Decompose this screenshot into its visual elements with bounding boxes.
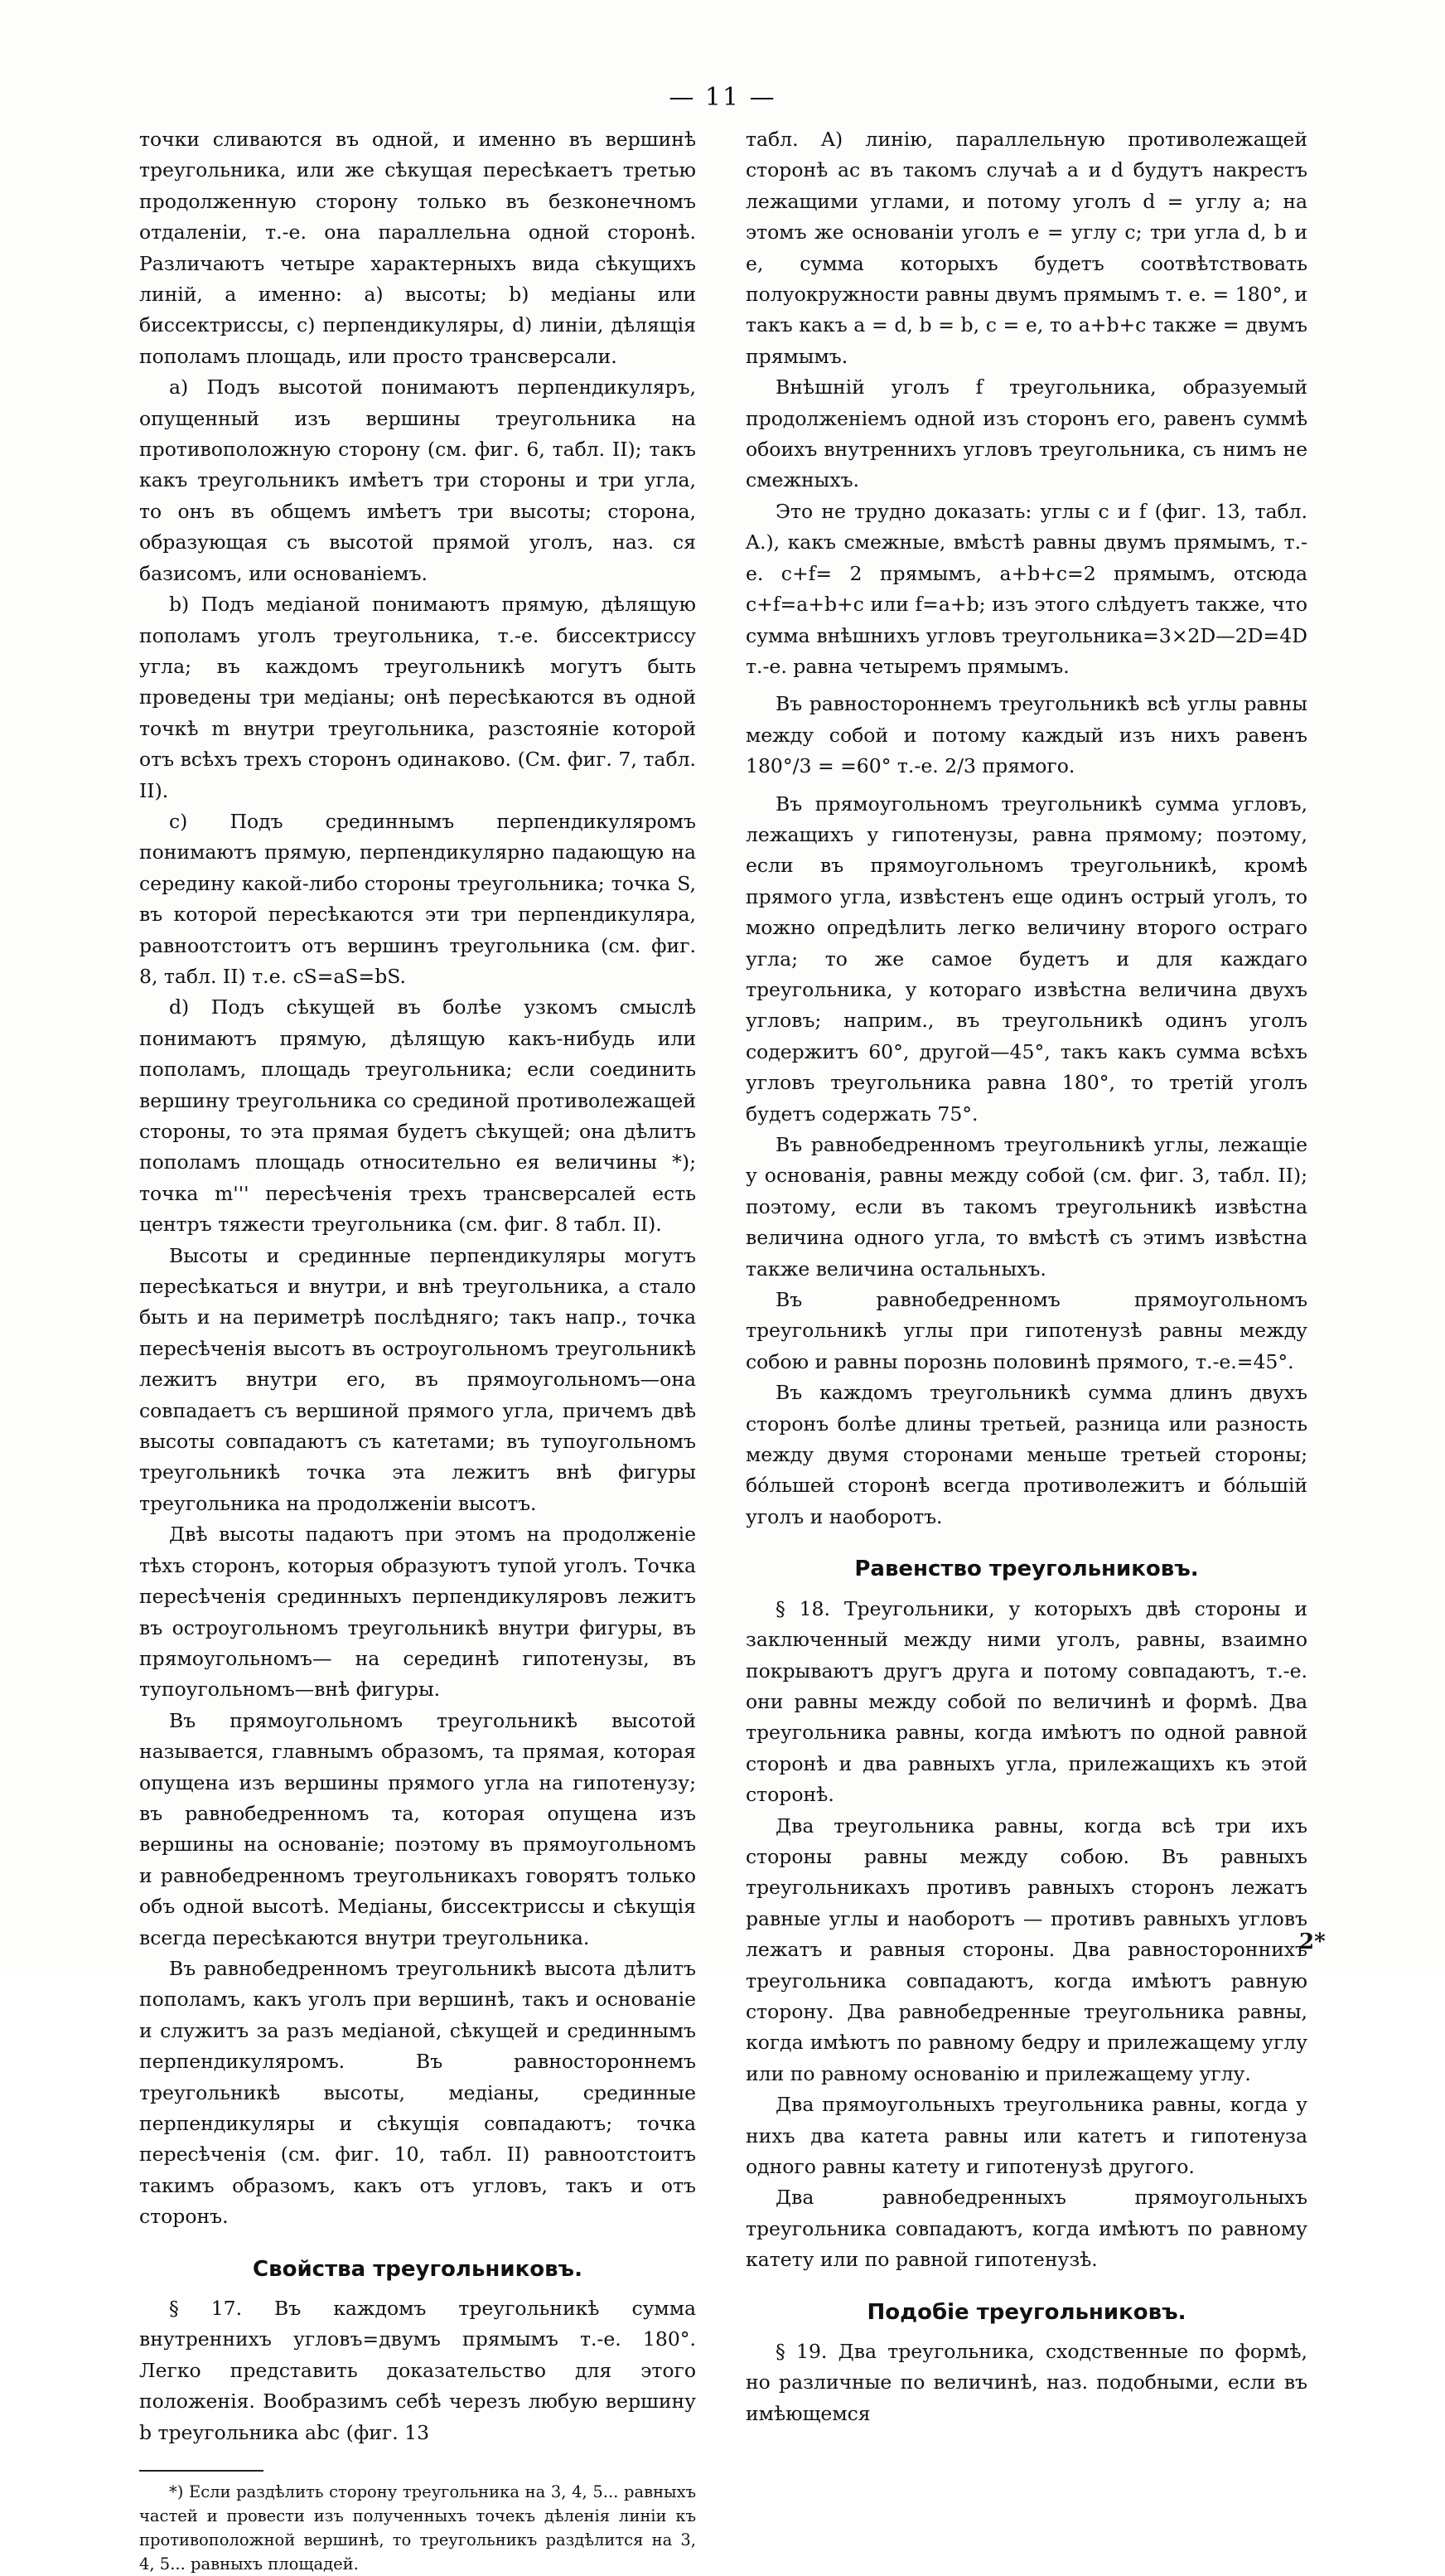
footnote-text: *) Если раздѣлить сторону треугольника на 3, 4, 5... равныхъ частей и провести изъ полученныхъ точекъ дѣленія линіи къ противоположной вершинѣ, то треугольникъ раздѣлится на 3, 4, 5... равныхъ площадей. <box>139 2482 696 2574</box>
section-17-paragraph: § 17. Въ каждомъ треугольникѣ сумма внутреннихъ угловъ=двумъ прямымъ т.-е. 180°. Легко представить доказательство для этого положенія. Вообразимъ себѣ черезъ любую вершину b треугольника abc (фиг. 13 <box>139 2297 696 2444</box>
paragraph: Два равнобедренныхъ прямоугольныхъ треугольника совпадаютъ, когда имѣютъ по равному катету или по равной гипотенузѣ. <box>746 2186 1307 2272</box>
paragraph: Въ равнобедренномъ прямоугольномъ треугольникѣ углы при гипотенузѣ равны между собою и равны порознь половинѣ прямого, т.-е.=45°. <box>746 1288 1307 1373</box>
paragraph: Въ равнобедренномъ треугольникѣ высота дѣлитъ пополамъ, какъ уголъ при вершинѣ, такъ и основаніе и служитъ за разъ медіаной, сѣкущей и срединнымъ перпендикуляромъ. Въ равностороннемъ треугольникѣ высоты, медіаны, срединные перпендикуляры и сѣкущія совпадаютъ; точка пересѣченія (см. фиг. 10, табл. II) равноотстоитъ такимъ образомъ, какъ отъ угловъ, такъ и отъ сторонъ. <box>139 1956 696 2229</box>
section-heading: Подобіе треугольниковъ. <box>867 2299 1186 2325</box>
paragraph: Въ равнобедренномъ треугольникѣ углы, лежащіе у основанія, равны между собой (см. фиг. 3, табл. II); поэтому, если въ такомъ треугольникѣ извѣстна величина одного угла, то вмѣстѣ съ этимъ извѣстна также величина остальныхъ. <box>746 1133 1307 1281</box>
paragraph: точки сливаются въ одной, и именно въ вершинѣ треугольника, или же сѣкущая пересѣкаетъ третью продолженную сторону только въ безконечномъ отдаленіи, т.-е. она параллельна одной сторонѣ. Различаютъ четыре характерныхъ вида сѣкущихъ линій, а именно: a) высоты; b) медіаны или биссектриссы, c) перпендикуляры, d) линіи, дѣлящія пополамъ площадь, или просто трансверсали. <box>139 128 696 368</box>
paragraph: Это не трудно доказать: углы c и f (фиг. 13, табл. A.), какъ смежные, вмѣстѣ равны двумъ прямымъ, т.-е. c+f= 2 прямымъ, a+b+c=2 прямымъ, отсюда c+f=a+b+c или f=a+b; изъ этого слѣдуетъ также, что сумма внѣшнихъ угловъ треугольника=3×2D—2D=4D т.-е. равна четыремъ прямымъ. <box>746 499 1307 678</box>
signature-mark: 2* <box>1299 1930 1326 1954</box>
section-heading: Равенство треугольниковъ. <box>854 1557 1199 1582</box>
paragraph: Два треугольника равны, когда всѣ три ихъ стороны равны между собою. Въ равныхъ треугольникахъ противъ равныхъ сторонъ лежатъ равные углы и наоборотъ — противъ равныхъ угловъ лежатъ и равныя стороны. Два равностороннихъ треугольника совпадаютъ, когда имѣютъ равную сторону. Два равнобедренные треугольника равны, когда имѣютъ по равному бедру и прилежащему углу или по равному основанію и прилежащему углу. <box>746 1813 1307 2085</box>
paragraph: b) Подъ медіаной понимаютъ прямую, дѣлящую пополамъ уголъ треугольника, т.-е. биссектриссу угла; въ каждомъ треугольникѣ могутъ быть проведены три медіаны; онѣ пересѣкаются въ одной точкѣ m внутри треугольника, разстояніе которой отъ всѣхъ трехъ сторонъ одинаково. (См. фиг. 7, табл. II). <box>139 593 696 802</box>
paragraph: Два прямоугольныхъ треугольника равны, когда у нихъ два катета равны или катетъ и гипотенуза одного равны катету и гипотенузѣ другого. <box>746 2093 1307 2178</box>
footnote-rule <box>139 2470 263 2472</box>
footnote <box>139 2480 696 2576</box>
paragraph: Двѣ высоты падаютъ при этомъ на продолженіе тѣхъ сторонъ, которыя образуютъ тупой уголъ. Точка пересѣченія срединныхъ перпендикуляровъ лежитъ въ остроугольномъ треугольникѣ внутри фигуры, въ прямоугольномъ— на серединѣ гипотенузы, въ тупоугольномъ—внѣ фигуры. <box>139 1523 696 1702</box>
section-heading: Свойства треугольниковъ. <box>253 2256 582 2282</box>
paragraph: Въ прямоугольномъ треугольникѣ сумма угловъ, лежащихъ у гипотенузы, равна прямому; поэтому, если въ прямоугольномъ треугольникѣ, кромѣ прямого угла, извѣстенъ еще одинъ острый уголъ, то можно опредѣлить легко величину второго остраго угла; то же самое будетъ и для каждаго треугольника, у котораго извѣстна величина двухъ угловъ; наприм., въ треугольникѣ одинъ уголъ содержитъ 60°, другой—45°, такъ какъ сумма всѣхъ угловъ треугольника равна 180°, то третій уголъ будетъ содержать 75°. <box>746 792 1307 1126</box>
paragraph: c) Подъ срединнымъ перпендикуляромъ понимаютъ прямую, перпендикулярно падающую на середину какой-либо стороны треугольника; точка S, въ которой пересѣкаются эти три перпендикуляра, равноотстоитъ отъ вершинъ треугольника (см. фиг. 8, табл. II) т.е. cS=aS=bS. <box>139 809 696 988</box>
paragraph: Внѣшній уголъ f треугольника, образуемый продолженіемъ одной изъ сторонъ его, равенъ суммѣ обоихъ внутреннихъ угловъ треугольника, съ нимъ не смежныхъ. <box>746 375 1307 492</box>
paragraph: Въ прямоугольномъ треугольникѣ высотой называется, главнымъ образомъ, та прямая, которая опущена изъ вершины прямого угла на гипотенузу; въ равнобедренномъ та, которая опущена изъ вершины на основаніе; поэтому въ прямоугольномъ и равнобедренномъ треугольникахъ говорятъ только объ одной высотѣ. Медіаны, биссектриссы и сѣкущія всегда пересѣкаются внутри треугольника. <box>139 1708 696 1949</box>
paragraph: d) Подъ сѣкущей въ болѣе узкомъ смыслѣ понимаютъ прямую, дѣлящую какъ-нибудь или пополамъ, площадь треугольника; если соединить вершину треугольника со срединой противолежащей стороны, то эта прямая будетъ сѣкущей; она дѣлитъ пополамъ площадь относительно ея величины *); точка m''' пересѣченія трехъ трансверсалей есть центръ тяжести треугольника (см. фиг. 8 табл. II). <box>139 995 696 1237</box>
paragraph: Въ равностороннемъ треугольникѣ всѣ углы равны между собой и потому каждый изъ нихъ равенъ 180°/3 = =60° т.-е. 2/3 прямого. <box>746 692 1307 778</box>
paragraph: Высоты и срединные перпендикуляры могутъ пересѣкаться и внутри, и внѣ треугольника, а стало быть и на периметрѣ послѣдняго; такъ напр., точка пересѣченія высотъ въ остроугольномъ треугольникѣ лежитъ внутри его, въ прямоугольномъ—она совпадаетъ съ вершиной прямого угла, причемъ двѣ высоты совпадаютъ съ катетами; въ тупоугольномъ треугольникѣ точка эта лежитъ внѣ фигуры треугольника на продолженіи высотъ. <box>139 1243 696 1515</box>
page-number: — 11 — <box>669 83 776 112</box>
left-column <box>139 124 696 2576</box>
section-19-paragraph: § 19. Два треугольника, сходственные по формѣ, но различные по величинѣ, наз. подобными, если въ имѣющемся <box>746 2340 1307 2425</box>
section-18-paragraph: § 18. Треугольники, у которыхъ двѣ стороны и заключенный между ними уголъ, равны, взаимно покрываютъ другъ друга и потому совпадаютъ, т.-е. они равны между собой по величинѣ и формѣ. Два треугольника равны, когда имѣютъ по одной равной сторонѣ и два равныхъ угла, прилежащихъ къ этой сторонѣ. <box>746 1596 1307 1807</box>
paragraph: a) Подъ высотой понимаютъ перпендикуляръ, опущенный изъ вершины треугольника на противоположную сторону (см. фиг. 6, табл. II); такъ какъ треугольникъ имѣетъ три стороны и три угла, то онъ въ общемъ имѣетъ три высоты; сторона, образующая съ высотой прямой уголъ, наз. ся базисомъ, или основаніемъ. <box>139 375 696 585</box>
right-column <box>746 124 1307 2429</box>
paragraph: табл. A) линію, параллельную противолежащей сторонѣ ac въ такомъ случаѣ a и d будутъ накрестъ лежащими углами, и потому уголъ d = углу a; на этомъ же основаніи уголъ e = углу c; три угла d, b и e, сумма которыхъ будетъ соотвѣтствовать полуокружности равны двумъ прямымъ т. е. = 180°, и такъ какъ a = d, b = b, c = e, то a+b+c также = двумъ прямымъ. <box>746 128 1307 368</box>
paragraph: Въ каждомъ треугольникѣ сумма длинъ двухъ сторонъ болѣе длины третьей, разница или разность между двумя сторонами меньше третьей стороны; бо́льшей сторонѣ всегда противолежитъ и бо́льшій уголъ и наоборотъ. <box>746 1381 1307 1528</box>
